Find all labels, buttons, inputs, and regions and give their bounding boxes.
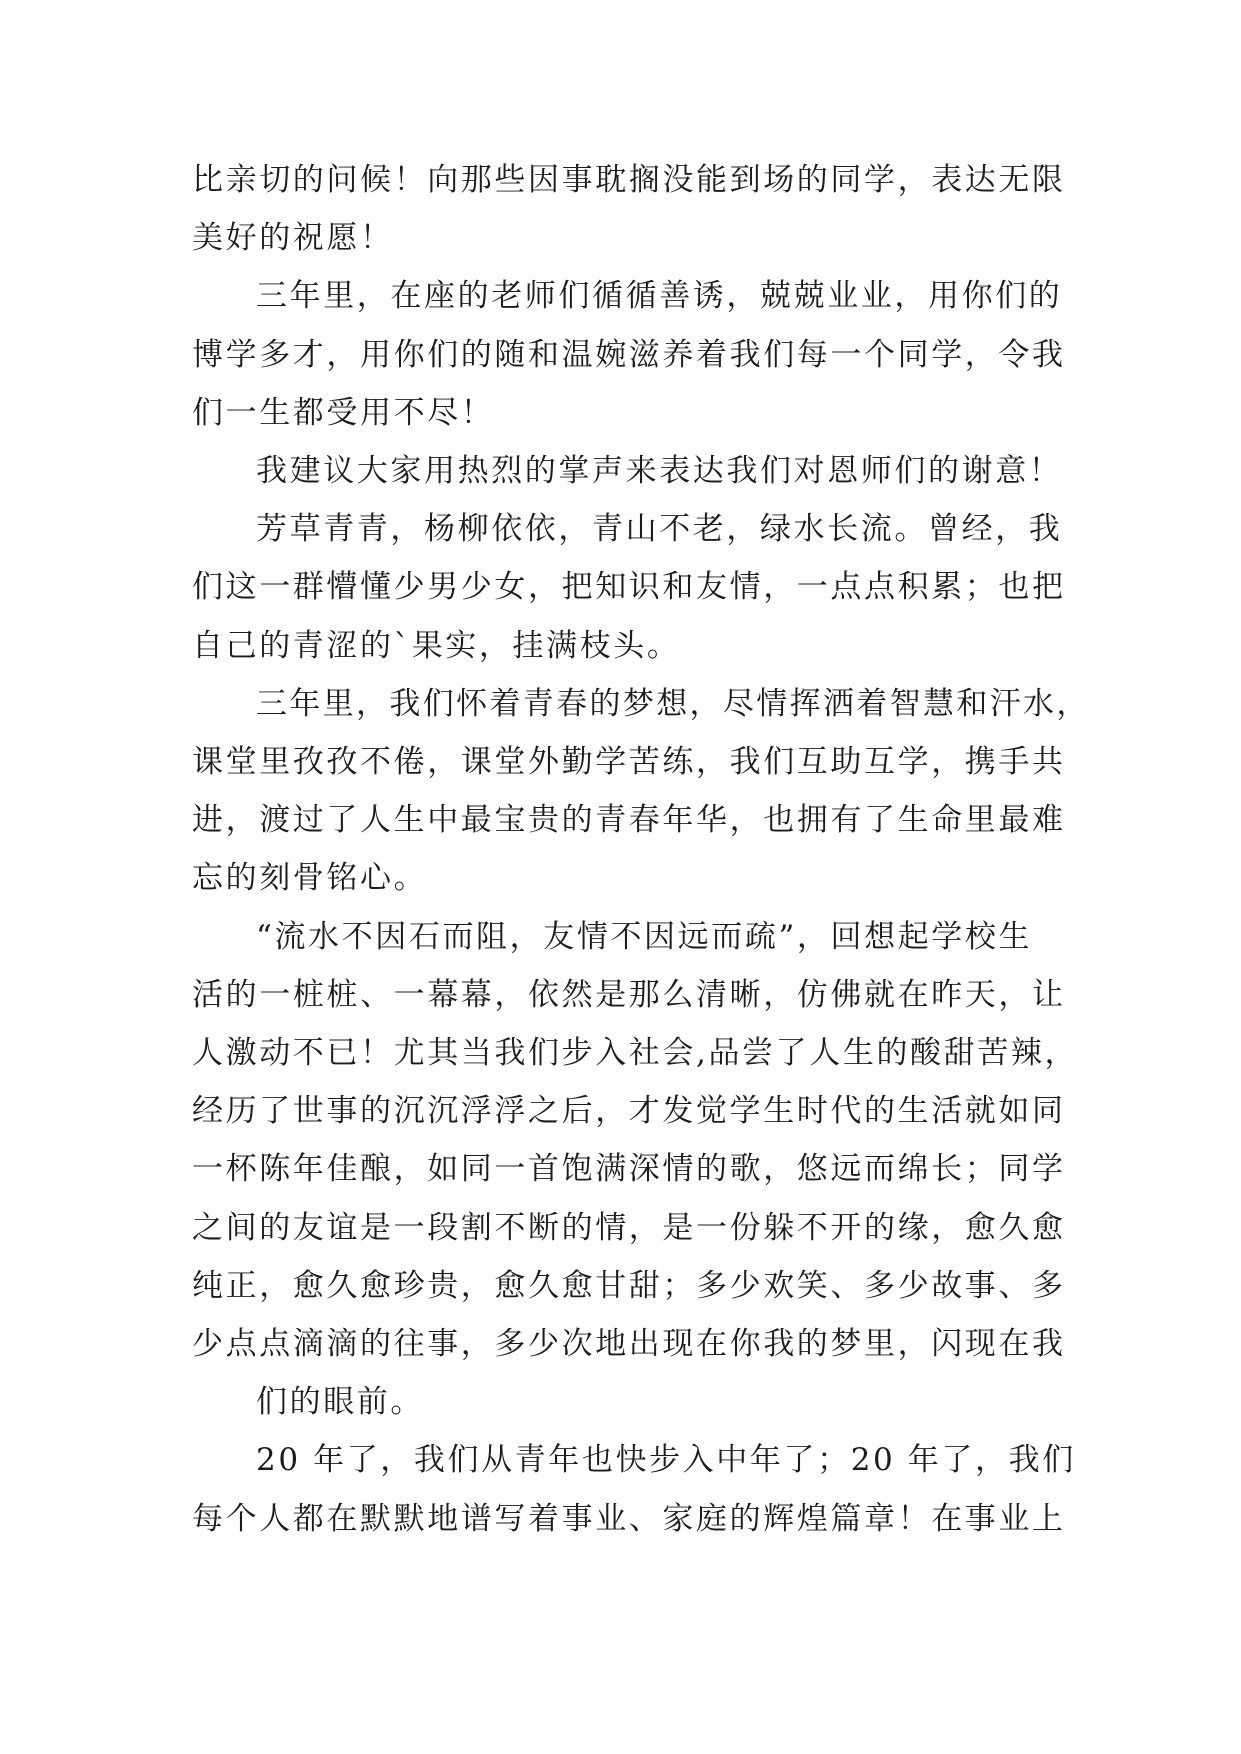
- text-line: 20 年了，我们从青年也快步入中年了；20 年了，我们: [256, 1442, 1076, 1479]
- text-line: 之间的友谊是一段割不断的情，是一份躲不开的缘，愈久愈: [192, 1209, 1066, 1246]
- text-line: 三年里，我们怀着青春的梦想，尽情挥洒着智慧和汗水，: [256, 685, 1090, 722]
- text-line: 每个人都在默默地谱写着事业、家庭的辉煌篇章！在事业上: [192, 1500, 1066, 1537]
- text-line: 自己的青涩的`果实，挂满枝头。: [192, 627, 681, 664]
- text-line: 课堂里孜孜不倦，课堂外勤学苦练，我们互助互学，携手共: [192, 744, 1066, 780]
- text-line: 芳草青青，杨柳依依，青山不老，绿水长流。曾经，我: [256, 511, 1063, 548]
- text-line: 纯正，愈久愈珍贵，愈久愈甘甜；多少欢笑、多少故事、多: [192, 1267, 1066, 1304]
- text-line: 人激动不已！尤其当我们步入社会,品尝了人生的酸甜苦辣，: [192, 1035, 1079, 1071]
- text-line: 们这一群懵懂少男少女，把知识和友情，一点点积累；也把: [192, 569, 1066, 606]
- text-line: 进，渡过了人生中最宝贵的青春年华，也拥有了生命里最难: [192, 802, 1066, 839]
- text-line: 美好的祝愿！: [192, 220, 394, 257]
- text-line: 比亲切的问候！向那些因事耽搁没能到场的同学，表达无限: [192, 162, 1066, 198]
- text-line: 经历了世事的沉沉浮浮之后，才发觉学生时代的生活就如同: [192, 1093, 1066, 1130]
- text-line: 我建议大家用热烈的掌声来表达我们对恩师们的谢意！: [256, 453, 1063, 489]
- text-line: 活的一桩桩、一幕幕，依然是那么清晰，仿佛就在昨天，让: [192, 976, 1066, 1013]
- text-line: “流水不因石而阻，友情不因远而疏”，回想起学校生: [256, 918, 1033, 955]
- text-line: 们一生都受用不尽！: [192, 394, 495, 431]
- text-line: 少点点滴滴的往事，多少次地出现在你我的梦里，闪现在我: [192, 1326, 1066, 1362]
- text-line: 忘的刻骨铭心。: [192, 860, 428, 897]
- text-line: 三年里，在座的老师们循循善诱，兢兢业业，用你们的: [256, 278, 1063, 315]
- text-line: 博学多才，用你们的随和温婉滋养着我们每一个同学，令我: [192, 336, 1066, 373]
- text-line: 一杯陈年佳酿，如同一首饱满深情的歌，悠远而绵长；同学: [192, 1151, 1066, 1188]
- text-line: 们的眼前。: [256, 1384, 424, 1421]
